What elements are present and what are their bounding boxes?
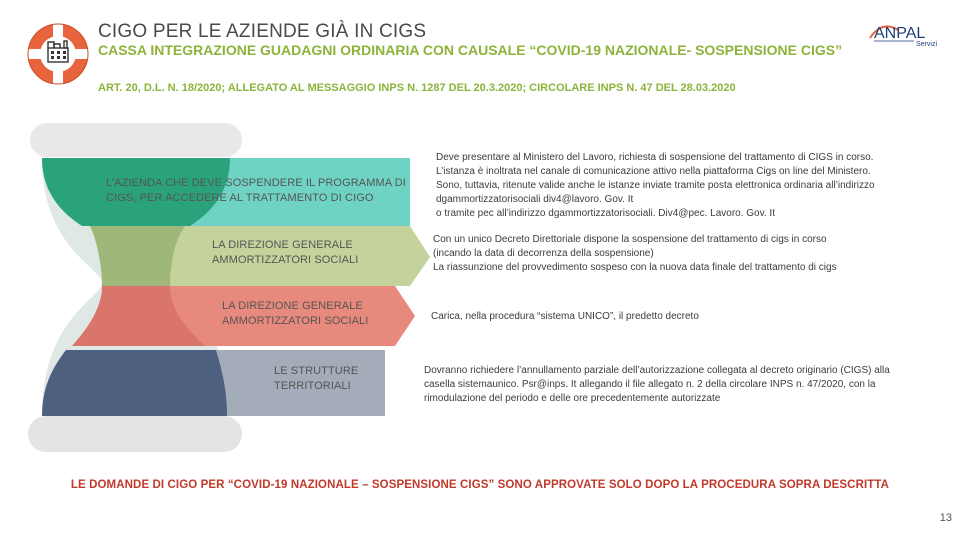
- email-address: dgammortizzatorisociali div4@lavoro. Gov. It: [436, 194, 634, 205]
- lifebuoy-logo-icon: [24, 14, 92, 94]
- description-line: Sono, tuttavia, ritenute valide anche le istanze inviate tramite posta elettronica ordinaria all’indirizzo: [436, 180, 875, 191]
- stage-1-description: [436, 151, 936, 221]
- stage-4-glass: [42, 350, 227, 416]
- stage-1-label: L’AZIENDA CHE DEVE SOSPENDERE IL PROGRAMMA DI CIGS, PER ACCEDERE AL TRATTAMENTO DI CIGO: [106, 177, 406, 204]
- description-line: La riassunzione del provvedimento sospeso con la nuova data finale del trattamento di cigs: [433, 262, 837, 273]
- stage-3-description: [431, 310, 931, 324]
- stage-2-label: LA DIREZIONE GENERALE AMMORTIZZATORI SOCIALI: [212, 239, 359, 266]
- page-title: CIGO PER LE AZIENDE GIÀ IN CIGS: [98, 21, 427, 42]
- stage-2-description: [433, 233, 933, 275]
- hourglass-bottom-cap: [28, 416, 242, 452]
- description-line: Carica, nella procedura “sistema UNICO”, il predetto decreto: [431, 311, 699, 322]
- stage-3-label: LA DIREZIONE GENERALE AMMORTIZZATORI SOCIALI: [222, 300, 369, 327]
- description-line: (incando la data di decorrenza della sospensione): [433, 248, 654, 259]
- page-subtitle: CASSA INTEGRAZIONE GUADAGNI ORDINARIA CON CAUSALE “COVID-19 NAZIONALE- SOSPENSIONE CIGS”: [98, 42, 843, 58]
- pec-address: o tramite pec all’indirizzo dgammortizzatorisociali. Div4@pec. Lavoro. Gov. It: [436, 208, 775, 219]
- description-line: casella sistemaunico. Psr@inps. It allegando il file allegato n. 2 della circolare INPS n. 47/2020, con la: [424, 379, 876, 390]
- anpal-logo: [868, 18, 948, 48]
- anpal-logo-subtext: Servizi: [916, 41, 938, 48]
- anpal-logo-text: ANPAL: [874, 25, 926, 42]
- description-line: rimodulazione del periodo e delle ore precedentemente autorizzate: [424, 393, 721, 404]
- stage-4-description: [424, 364, 944, 406]
- conclusion-note: LE DOMANDE DI CIGO PER “COVID-19 NAZIONALE – SOSPENSIONE CIGS” SONO APPROVATE SOLO DOPO LA PROCEDURA SOPRA DESCRITTA: [70, 479, 890, 491]
- legal-reference: ART. 20, D.L. N. 18/2020; ALLEGATO AL MESSAGGIO INPS N. 1287 DEL 20.3.2020; CIRCOLARE INPS N. 47 DEL 28.03.2020: [98, 82, 736, 94]
- description-line: Deve presentare al Ministero del Lavoro, richiesta di sospensione del trattamento di CIGS in corso.: [436, 152, 874, 163]
- hourglass-top-cap: [30, 123, 242, 157]
- page-number: 13: [939, 512, 952, 524]
- stage-4-label: LE STRUTTURE TERRITORIALI: [274, 365, 359, 392]
- description-line: Dovranno richiedere l’annullamento parziale dell’autorizzazione collegata al decreto originario (CIGS) alla: [424, 365, 890, 376]
- hourglass-diagram: [20, 118, 440, 458]
- description-line: L’istanza è inoltrata nel canale di comunicazione attivo nella piattaforma Cigs on line del Ministero.: [436, 166, 871, 177]
- description-line: Con un unico Decreto Direttoriale dispone la sospensione del trattamento di cigs in corso: [433, 234, 827, 245]
